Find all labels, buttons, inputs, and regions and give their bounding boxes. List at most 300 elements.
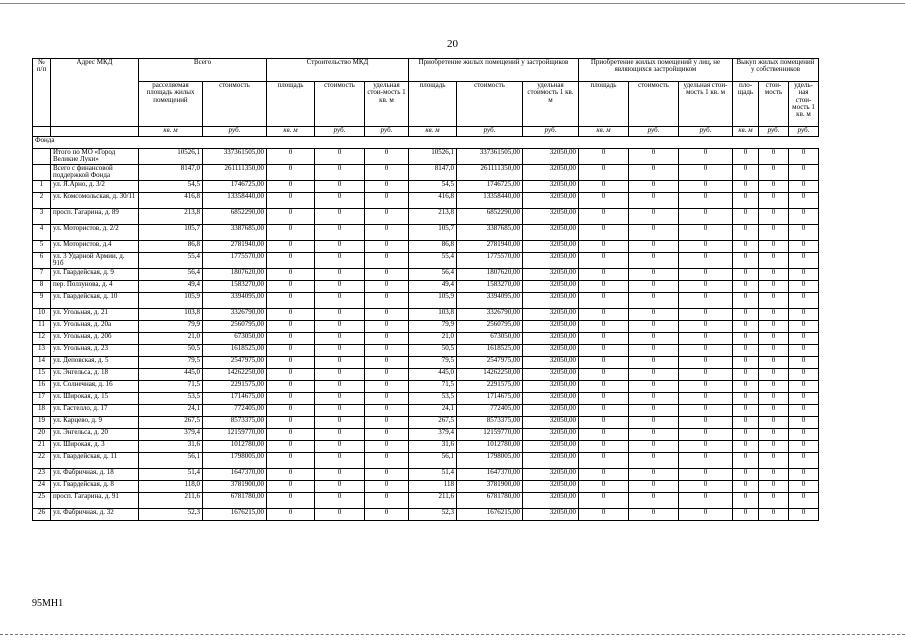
table-row	[33, 509, 819, 521]
cell-na: 0	[579, 405, 629, 417]
cell-nc: 0	[629, 181, 679, 193]
cell-nu: 0	[679, 165, 733, 181]
cell-ba: 0	[733, 165, 759, 181]
group-header-buyout: Выкуп жилых помещений у собственников	[733, 59, 819, 82]
unit-rub: руб.	[203, 127, 267, 137]
unit-rub: руб.	[523, 127, 579, 137]
cell-ba: 0	[733, 381, 759, 393]
table-row	[33, 393, 819, 405]
cell-su: 0	[365, 381, 409, 393]
cell-pc: 13358440,00	[457, 193, 523, 209]
housing-resettlement-table	[32, 58, 819, 521]
cell-sc: 0	[315, 481, 365, 493]
cell-ba: 0	[733, 393, 759, 405]
cell-sa: 0	[267, 281, 315, 293]
cell-bc: 0	[759, 149, 789, 165]
cell-nc: 0	[629, 381, 679, 393]
cell-bc: 0	[759, 369, 789, 381]
cell-nc: 0	[629, 165, 679, 181]
cell-sc: 0	[315, 333, 365, 345]
cell-bc: 0	[759, 309, 789, 321]
cell-c: 6852290,00	[203, 209, 267, 225]
cell-sa: 0	[267, 481, 315, 493]
cell-n: 22	[33, 453, 51, 469]
cell-su: 0	[365, 165, 409, 181]
cell-a: 8147,0	[139, 165, 203, 181]
cell-pu: 32050,00	[523, 493, 579, 509]
col-header-constr-area: площадь	[267, 82, 315, 127]
cell-na: 0	[579, 149, 629, 165]
cell-nc: 0	[629, 345, 679, 357]
table-row	[33, 269, 819, 281]
cell-n: 10	[33, 309, 51, 321]
cell-su: 0	[365, 417, 409, 429]
cell-na: 0	[579, 165, 629, 181]
cell-pu: 32050,00	[523, 253, 579, 269]
cell-c: 1676215,00	[203, 509, 267, 521]
cell-nc: 0	[629, 357, 679, 369]
cell-n: 23	[33, 469, 51, 481]
cell-bc: 0	[759, 333, 789, 345]
cell-sa: 0	[267, 149, 315, 165]
table-row	[33, 165, 819, 181]
cell-pa: 379,4	[409, 429, 457, 441]
col-header-buyout-cost: стои-мость	[759, 82, 789, 127]
cell-pu: 32050,00	[523, 405, 579, 417]
cell-c: 1807620,00	[203, 269, 267, 281]
cell-a: 54,5	[139, 181, 203, 193]
col-header-nondev-unit: удельная стои-мость 1 кв. м	[679, 82, 733, 127]
scan-edge-top	[0, 3, 905, 4]
cell-pu: 32050,00	[523, 369, 579, 381]
unit-sqm: кв. м	[409, 127, 457, 137]
cell-na: 0	[579, 429, 629, 441]
cell-pa: 416,8	[409, 193, 457, 209]
cell-su: 0	[365, 321, 409, 333]
cell-pu: 32050,00	[523, 281, 579, 293]
cell-bu: 0	[789, 441, 819, 453]
cell-sc: 0	[315, 253, 365, 269]
cell-pa: 445,0	[409, 369, 457, 381]
cell-sc: 0	[315, 381, 365, 393]
cell-addr: Итого по МО «Город Великие Луки»	[51, 149, 139, 165]
cell-nc: 0	[629, 481, 679, 493]
cell-na: 0	[579, 417, 629, 429]
cell-bc: 0	[759, 441, 789, 453]
group-header-total: Всего	[139, 59, 267, 82]
cell-pc: 1775570,00	[457, 253, 523, 269]
cell-pu: 32050,00	[523, 481, 579, 493]
col-header-dev-area: площадь	[409, 82, 457, 127]
cell-sa: 0	[267, 493, 315, 509]
cell-pa: 52,3	[409, 509, 457, 521]
cell-na: 0	[579, 493, 629, 509]
cell-pa: 71,5	[409, 381, 457, 393]
cell-pu: 32050,00	[523, 381, 579, 393]
cell-sa: 0	[267, 309, 315, 321]
cell-addr: ул. Гвардейская, д. 9	[51, 269, 139, 281]
cell-a: 51,4	[139, 469, 203, 481]
unit-rub: руб.	[759, 127, 789, 137]
cell-bu: 0	[789, 281, 819, 293]
cell-sa: 0	[267, 381, 315, 393]
cell-pc: 1583270,00	[457, 281, 523, 293]
cell-sa: 0	[267, 405, 315, 417]
cell-addr: ул. Карцево, д. 9	[51, 417, 139, 429]
cell-nc: 0	[629, 241, 679, 253]
cell-na: 0	[579, 321, 629, 333]
cell-nc: 0	[629, 429, 679, 441]
cell-a: 379,4	[139, 429, 203, 441]
cell-bu: 0	[789, 333, 819, 345]
cell-c: 2291575,00	[203, 381, 267, 393]
cell-nc: 0	[629, 253, 679, 269]
table-row	[33, 193, 819, 209]
cell-na: 0	[579, 181, 629, 193]
cell-c: 772405,00	[203, 405, 267, 417]
cell-su: 0	[365, 357, 409, 369]
cell-sc: 0	[315, 493, 365, 509]
cell-addr: ул. Угольная, д. 20а	[51, 321, 139, 333]
cell-pa: 86,8	[409, 241, 457, 253]
cell-a: 445,0	[139, 369, 203, 381]
cell-addr: ул. Угольная, д. 20б	[51, 333, 139, 345]
cell-pa: 79,5	[409, 357, 457, 369]
col-header-total-area: расселяемая площадь жилых помещений	[139, 82, 203, 127]
cell-nu: 0	[679, 241, 733, 253]
cell-bc: 0	[759, 381, 789, 393]
cell-nu: 0	[679, 309, 733, 321]
section-label-fonda: Фонда	[33, 137, 819, 149]
table-row	[33, 321, 819, 333]
cell-addr: ул. Мотористов, д. 2/2	[51, 225, 139, 241]
cell-bc: 0	[759, 209, 789, 225]
cell-ba: 0	[733, 369, 759, 381]
cell-sc: 0	[315, 165, 365, 181]
cell-a: 10526,1	[139, 149, 203, 165]
cell-pu: 32050,00	[523, 241, 579, 253]
cell-bu: 0	[789, 393, 819, 405]
cell-pa: 105,7	[409, 225, 457, 241]
cell-ba: 0	[733, 441, 759, 453]
cell-nc: 0	[629, 417, 679, 429]
cell-su: 0	[365, 469, 409, 481]
cell-pa: 211,6	[409, 493, 457, 509]
cell-addr: ул. Угольная, д. 21	[51, 309, 139, 321]
cell-c: 3781900,00	[203, 481, 267, 493]
cell-addr: ул. Фабричная, д. 32	[51, 509, 139, 521]
cell-n: 19	[33, 417, 51, 429]
cell-pu: 32050,00	[523, 333, 579, 345]
cell-nc: 0	[629, 269, 679, 281]
cell-c: 1746725,00	[203, 181, 267, 193]
cell-pc: 1798005,00	[457, 453, 523, 469]
cell-su: 0	[365, 509, 409, 521]
cell-sc: 0	[315, 225, 365, 241]
unit-sqm: кв. м	[579, 127, 629, 137]
table-row	[33, 381, 819, 393]
cell-nu: 0	[679, 357, 733, 369]
cell-bc: 0	[759, 417, 789, 429]
cell-su: 0	[365, 429, 409, 441]
table-row	[33, 333, 819, 345]
cell-nc: 0	[629, 309, 679, 321]
cell-su: 0	[365, 281, 409, 293]
cell-sa: 0	[267, 333, 315, 345]
cell-na: 0	[579, 393, 629, 405]
cell-nu: 0	[679, 225, 733, 241]
cell-c: 1583270,00	[203, 281, 267, 293]
cell-pa: 31,6	[409, 441, 457, 453]
cell-pu: 32050,00	[523, 269, 579, 281]
cell-nu: 0	[679, 181, 733, 193]
cell-nc: 0	[629, 225, 679, 241]
cell-c: 14262250,00	[203, 369, 267, 381]
cell-su: 0	[365, 293, 409, 309]
table-row	[33, 281, 819, 293]
cell-bu: 0	[789, 429, 819, 441]
cell-pu: 32050,00	[523, 149, 579, 165]
cell-pa: 8147,0	[409, 165, 457, 181]
cell-pc: 1714675,00	[457, 393, 523, 405]
cell-a: 56,1	[139, 453, 203, 469]
cell-nu: 0	[679, 393, 733, 405]
table-row	[33, 209, 819, 225]
cell-nc: 0	[629, 293, 679, 309]
cell-n: 24	[33, 481, 51, 493]
cell-n: 17	[33, 393, 51, 405]
cell-addr: ул. Мотористов, д.4	[51, 241, 139, 253]
cell-sa: 0	[267, 429, 315, 441]
cell-sa: 0	[267, 369, 315, 381]
cell-nu: 0	[679, 253, 733, 269]
cell-addr: ул. 3 Ударной Армии, д. 91б	[51, 253, 139, 269]
document-code: 95МН1	[32, 598, 64, 609]
cell-na: 0	[579, 453, 629, 469]
cell-ba: 0	[733, 321, 759, 333]
cell-sa: 0	[267, 393, 315, 405]
cell-n: 15	[33, 369, 51, 381]
cell-a: 211,6	[139, 493, 203, 509]
cell-pa: 10526,1	[409, 149, 457, 165]
cell-c: 1714675,00	[203, 393, 267, 405]
cell-pa: 118	[409, 481, 457, 493]
cell-nc: 0	[629, 493, 679, 509]
cell-bc: 0	[759, 193, 789, 209]
cell-na: 0	[579, 293, 629, 309]
cell-bc: 0	[759, 345, 789, 357]
cell-su: 0	[365, 333, 409, 345]
cell-c: 2560795,00	[203, 321, 267, 333]
cell-nu: 0	[679, 369, 733, 381]
cell-pu: 32050,00	[523, 321, 579, 333]
cell-bu: 0	[789, 509, 819, 521]
cell-bc: 0	[759, 493, 789, 509]
cell-a: 50,5	[139, 345, 203, 357]
cell-pc: 337361505,00	[457, 149, 523, 165]
cell-sc: 0	[315, 281, 365, 293]
group-header-purchase-non-developers: Приобретение жилых помещений у лиц, не являющихся застройщиком	[579, 59, 733, 82]
cell-bc: 0	[759, 165, 789, 181]
cell-pu: 32050,00	[523, 393, 579, 405]
cell-bu: 0	[789, 381, 819, 393]
cell-bu: 0	[789, 417, 819, 429]
cell-ba: 0	[733, 281, 759, 293]
cell-nu: 0	[679, 345, 733, 357]
cell-ba: 0	[733, 405, 759, 417]
cell-bc: 0	[759, 241, 789, 253]
cell-bu: 0	[789, 165, 819, 181]
cell-nc: 0	[629, 281, 679, 293]
cell-bc: 0	[759, 405, 789, 417]
cell-nc: 0	[629, 509, 679, 521]
cell-pu: 32050,00	[523, 293, 579, 309]
cell-sa: 0	[267, 453, 315, 469]
cell-sc: 0	[315, 441, 365, 453]
cell-n: 21	[33, 441, 51, 453]
cell-ba: 0	[733, 253, 759, 269]
cell-sa: 0	[267, 193, 315, 209]
cell-nu: 0	[679, 453, 733, 469]
cell-n: 5	[33, 241, 51, 253]
cell-sc: 0	[315, 293, 365, 309]
col-header-num: № п/п	[33, 59, 51, 127]
cell-addr: Всего с финансовой поддержкой Фонда	[51, 165, 139, 181]
cell-su: 0	[365, 253, 409, 269]
table-row	[33, 493, 819, 509]
cell-na: 0	[579, 269, 629, 281]
cell-na: 0	[579, 345, 629, 357]
cell-pa: 55,4	[409, 253, 457, 269]
cell-nc: 0	[629, 209, 679, 225]
cell-nu: 0	[679, 481, 733, 493]
cell-n: 9	[33, 293, 51, 309]
col-header-constr-unit: удельная стои-мость 1 кв. м	[365, 82, 409, 127]
col-header-address: Адрес МКД	[51, 59, 139, 127]
cell-pu: 32050,00	[523, 165, 579, 181]
cell-pc: 1618525,00	[457, 345, 523, 357]
scan-edge-bottom	[0, 634, 905, 635]
cell-c: 1647370,00	[203, 469, 267, 481]
cell-bc: 0	[759, 509, 789, 521]
cell-na: 0	[579, 309, 629, 321]
cell-bc: 0	[759, 357, 789, 369]
group-header-construction: Строительство МКД	[267, 59, 409, 82]
cell-n: 25	[33, 493, 51, 509]
cell-n: 14	[33, 357, 51, 369]
cell-sc: 0	[315, 209, 365, 225]
cell-bu: 0	[789, 469, 819, 481]
cell-bu: 0	[789, 293, 819, 309]
cell-n: 26	[33, 509, 51, 521]
cell-addr: ул. Широкая, д. 15	[51, 393, 139, 405]
cell-ba: 0	[733, 509, 759, 521]
cell-addr: просп. Гагарина, д. 91	[51, 493, 139, 509]
cell-bc: 0	[759, 293, 789, 309]
cell-nc: 0	[629, 321, 679, 333]
cell-bc: 0	[759, 321, 789, 333]
col-header-dev-cost: стоимость	[457, 82, 523, 127]
cell-ba: 0	[733, 149, 759, 165]
cell-na: 0	[579, 441, 629, 453]
cell-nc: 0	[629, 405, 679, 417]
cell-n: 16	[33, 381, 51, 393]
unit-rub: руб.	[315, 127, 365, 137]
cell-a: 53,5	[139, 393, 203, 405]
cell-ba: 0	[733, 333, 759, 345]
cell-na: 0	[579, 357, 629, 369]
cell-su: 0	[365, 453, 409, 469]
cell-sc: 0	[315, 269, 365, 281]
cell-ba: 0	[733, 193, 759, 209]
cell-ba: 0	[733, 309, 759, 321]
cell-c: 2781940,00	[203, 241, 267, 253]
cell-a: 118,0	[139, 481, 203, 493]
cell-pc: 3387685,00	[457, 225, 523, 241]
cell-su: 0	[365, 209, 409, 225]
table-row	[33, 453, 819, 469]
cell-nu: 0	[679, 193, 733, 209]
cell-sa: 0	[267, 509, 315, 521]
cell-bu: 0	[789, 481, 819, 493]
cell-pu: 32050,00	[523, 209, 579, 225]
cell-su: 0	[365, 393, 409, 405]
cell-c: 1012780,00	[203, 441, 267, 453]
cell-sc: 0	[315, 453, 365, 469]
cell-addr: ул. Энгельса, д. 18	[51, 369, 139, 381]
cell-addr: ул. Солнечная, д. 16	[51, 381, 139, 393]
cell-bu: 0	[789, 209, 819, 225]
cell-pc: 2560795,00	[457, 321, 523, 333]
cell-su: 0	[365, 481, 409, 493]
cell-sc: 0	[315, 509, 365, 521]
cell-pc: 1746725,00	[457, 181, 523, 193]
unit-sqm: кв. м	[267, 127, 315, 137]
cell-pc: 1647370,00	[457, 469, 523, 481]
cell-addr: пер. Ползунова, д. 4	[51, 281, 139, 293]
cell-a: 105,7	[139, 225, 203, 241]
cell-ba: 0	[733, 225, 759, 241]
cell-a: 52,3	[139, 509, 203, 521]
cell-pc: 1807620,00	[457, 269, 523, 281]
cell-na: 0	[579, 481, 629, 493]
cell-bc: 0	[759, 181, 789, 193]
cell-pc: 2291575,00	[457, 381, 523, 393]
cell-n	[33, 165, 51, 181]
cell-pc: 673050,00	[457, 333, 523, 345]
table-row	[33, 253, 819, 269]
cell-bc: 0	[759, 269, 789, 281]
cell-pu: 32050,00	[523, 453, 579, 469]
cell-su: 0	[365, 225, 409, 241]
cell-pc: 8573375,00	[457, 417, 523, 429]
cell-ba: 0	[733, 345, 759, 357]
cell-c: 337361505,00	[203, 149, 267, 165]
cell-pa: 21,0	[409, 333, 457, 345]
cell-na: 0	[579, 209, 629, 225]
cell-pa: 49,4	[409, 281, 457, 293]
cell-pc: 14262250,00	[457, 369, 523, 381]
cell-sa: 0	[267, 181, 315, 193]
cell-sc: 0	[315, 429, 365, 441]
cell-n: 8	[33, 281, 51, 293]
cell-a: 103,8	[139, 309, 203, 321]
cell-pa: 267,5	[409, 417, 457, 429]
cell-su: 0	[365, 181, 409, 193]
cell-n: 6	[33, 253, 51, 269]
cell-bu: 0	[789, 269, 819, 281]
unit-sqm: кв. м	[139, 127, 203, 137]
